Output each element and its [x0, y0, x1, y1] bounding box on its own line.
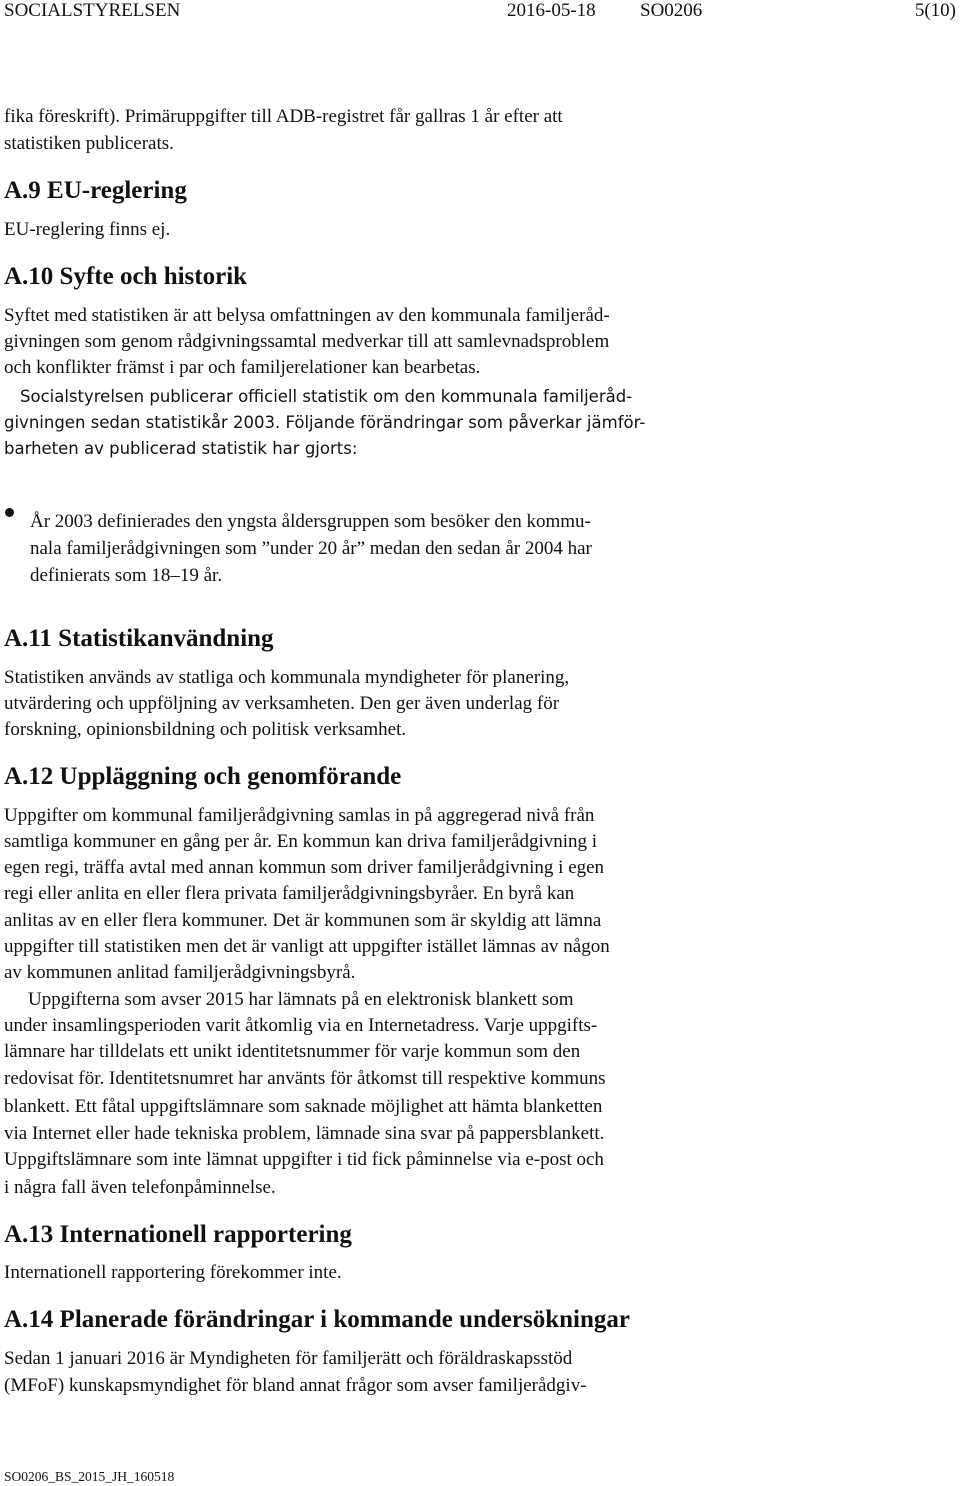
section-heading-a12: A.12 Uppläggning och genomförande — [4, 763, 402, 790]
paragraph-line: egen regi, träffa avtal med annan kommun som driver familjerådgivning i egen — [4, 857, 605, 878]
paragraph-line: Socialstyrelsen publicerar officiell statistik om den kommunala familjeråd- — [20, 387, 633, 406]
paragraph-line: regi eller anlita en eller flera privata familjerådgivningsbyråer. En byrå kan — [4, 883, 575, 904]
paragraph-line: blankett. Ett fåtal uppgiftslämnare som saknade möjlighet att hämta blanketten — [4, 1096, 603, 1117]
paragraph-line: Statistiken används av statliga och kommunala myndigheter för planering, — [4, 667, 570, 688]
intro-line: statistiken publicerats. — [4, 133, 174, 154]
paragraph-line: utvärdering och uppföljning av verksamheten. Den ger även underlag för — [4, 693, 560, 714]
paragraph-line: i några fall även telefonpåminnelse. — [4, 1177, 276, 1198]
paragraph-line: Sedan 1 januari 2016 är Myndigheten för familjerätt och föräldraskapsstöd — [4, 1348, 573, 1369]
paragraph-line: av kommunen anlitad familjerådgivningsbyrå. — [4, 962, 356, 983]
section-a9-text: EU-reglering finns ej. — [4, 219, 171, 240]
paragraph-line: via Internet eller hade tekniska problem, lämnade sina svar på pappersblankett. — [4, 1123, 605, 1144]
header-document-code: SO0206 — [640, 0, 703, 21]
paragraph-line: Internationell rapportering förekommer inte. — [4, 1262, 342, 1283]
bullet-line: År 2003 definierades den yngsta åldersgruppen som besöker den kommu- — [30, 511, 591, 532]
paragraph-line: anlitas av en eller flera kommuner. Det är kommunen som är skyldig att lämna — [4, 910, 602, 931]
section-heading-a14: A.14 Planerade förändringar i kommande undersökningar — [4, 1306, 630, 1333]
intro-line: fika föreskrift). Primäruppgifter till ADB-registret får gallras 1 år efter att — [4, 106, 563, 127]
paragraph-line: forskning, opinionsbildning och politisk verksamhet. — [4, 719, 407, 740]
paragraph-line: Uppgiftslämnare som inte lämnat uppgifter i tid fick påminnelse via e-post och — [4, 1149, 604, 1170]
header-page-number: 5(10) — [914, 0, 956, 21]
paragraph-line: lämnare har tilldelats ett unikt identitetsnummer för varje kommun som den — [4, 1041, 581, 1062]
section-heading-a11: A.11 Statistikanvändning — [4, 625, 274, 652]
paragraph-line: Uppgifterna som avser 2015 har lämnats på en elektronisk blankett som — [28, 989, 574, 1010]
paragraph-line: Syftet med statistiken är att belysa omfattningen av den kommunala familjeråd- — [4, 305, 610, 326]
paragraph-line: givningen som genom rådgivningssamtal medverkar till att samlevnadsproblem — [4, 331, 610, 352]
page-footer: SO0206_BS_2015_JH_160518 — [4, 1469, 175, 1484]
section-heading-a10: A.10 Syfte och historik — [4, 263, 248, 290]
paragraph-line: barheten av publicerad statistik har gjorts: — [4, 439, 358, 458]
paragraph-line: givningen sedan statistikår 2003. Följande förändringar som påverkar jämför- — [4, 413, 646, 432]
header-date: 2016-05-18 — [507, 0, 596, 21]
paragraph-line: uppgifter till statistiken men det är vanligt att uppgifter istället lämnas av någon — [4, 936, 610, 957]
page-header — [4, 0, 956, 30]
section-heading-a9: A.9 EU-reglering — [4, 177, 187, 204]
bullet-marker — [5, 508, 14, 517]
paragraph-line: och konflikter främst i par och familjerelationer kan bearbetas. — [4, 357, 481, 378]
paragraph-line: samtliga kommuner en gång per år. En kommun kan driva familjerådgivning i — [4, 831, 598, 852]
paragraph-line: redovisat för. Identitetsnumret har använts för åtkomst till respektive kommuns — [4, 1068, 606, 1089]
section-heading-a13: A.13 Internationell rapportering — [4, 1221, 352, 1248]
paragraph-line: under insamlingsperioden varit åtkomlig via en Internetadress. Varje uppgifts- — [4, 1015, 598, 1036]
paragraph-line: Uppgifter om kommunal familjerådgivning samlas in på aggregerad nivå från — [4, 805, 595, 826]
header-organization: SOCIALSTYRELSEN — [4, 0, 181, 21]
bullet-line: nala familjerådgivningen som ”under 20 år” medan den sedan år 2004 har — [30, 538, 592, 559]
bullet-line: definierats som 18–19 år. — [30, 565, 223, 586]
paragraph-line: (MFoF) kunskapsmyndighet för bland annat frågor som avser familjerådgiv- — [4, 1375, 587, 1396]
